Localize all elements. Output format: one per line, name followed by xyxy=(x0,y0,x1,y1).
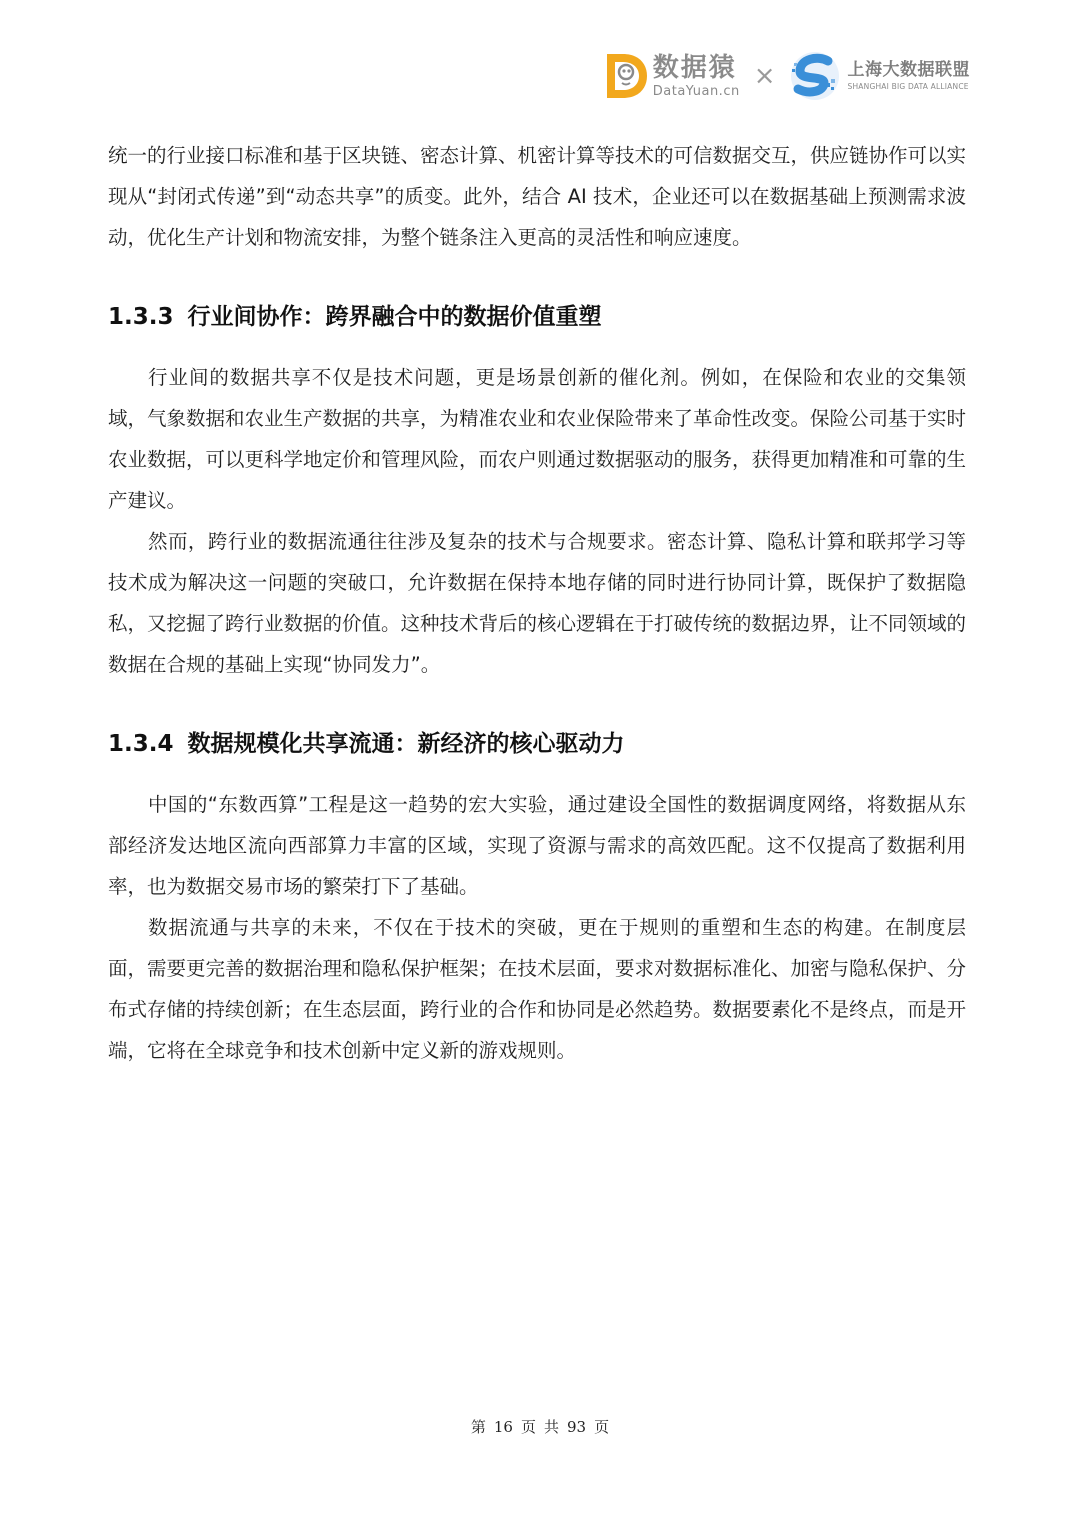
document-body xyxy=(108,135,966,1071)
section-heading-1-3-4 xyxy=(108,728,966,760)
section-1-paragraph: 行业间的数据共享不仅是技术问题，更是场景创新的催化剂。例如，在保险和农业的交集领域，气象数据和农业生产数据的共享，为精准农业和农业保险带来了革命性改变。保险公司基于实时农业数据，可以更科学地定价和管理风险，而农户则通过数据驱动的服务，获得更加精准和可靠的生产建议。 xyxy=(108,366,967,512)
section-1-paragraph: 然而，跨行业的数据流通往往涉及复杂的技术与合规要求。密态计算、隐私计算和联邦学习等技术成为解决这一问题的突破口，允许数据在保持本地存储的同时进行协同计算，既保护了数据隐私，又挖掘了跨行业数据的价值。这种技术背后的核心逻辑在于打破传统的数据边界，让不同领域的数据在合规的基础上实现“协同发力”。 xyxy=(108,530,967,676)
section-2-paragraph: 中国的“东数西算”工程是这一趋势的宏大实验，通过建设全国性的数据调度网络，将数据从东部经济发达地区流向西部算力丰富的区域，实现了资源与需求的高效匹配。这不仅提高了数据利用率，也为数据交易市场的繁荣打下了基础。 xyxy=(108,793,966,898)
section-title: 数据规模化共享流通：新经济的核心驱动力 xyxy=(187,731,625,757)
section-heading-1-3-3 xyxy=(108,301,966,333)
logo-separator: × xyxy=(753,61,776,91)
section-title: 行业间协作：跨界融合中的数据价值重塑 xyxy=(187,304,602,330)
sbda-mark-icon xyxy=(788,49,842,103)
datayuan-name-en: DataYuan.cn xyxy=(652,83,740,99)
section-number: 1.3.3 xyxy=(108,304,174,330)
footer-label-ye: 页 xyxy=(520,1418,536,1436)
footer-label-gong: 共 xyxy=(544,1418,560,1436)
shanghai-big-data-alliance-logo xyxy=(788,49,971,103)
section-number: 1.3.4 xyxy=(108,731,174,757)
sbda-name-cn: 上海大数据联盟 xyxy=(847,59,970,80)
intro-paragraph: 统一的行业接口标准和基于区块链、密态计算、机密计算等技术的可信数据交互，供应链协作可以实现从“封闭式传递”到“动态共享”的质变。此外，结合 AI 技术，企业还可以在数据基础上预测需求波动，优化生产计划和物流安排，为整个链条注入更高的灵活性和响应速度。 xyxy=(108,144,967,249)
footer-label-di: 第 xyxy=(470,1418,486,1436)
datayuan-mark-icon xyxy=(601,50,649,102)
page-header xyxy=(601,48,970,104)
total-page-count: 93 xyxy=(567,1418,587,1436)
datayuan-name-cn: 数据猿 xyxy=(652,52,737,83)
current-page-number: 16 xyxy=(493,1418,513,1436)
page-footer xyxy=(0,1416,1080,1437)
footer-label-ye: 页 xyxy=(594,1418,610,1436)
section-2-paragraph: 数据流通与共享的未来，不仅在于技术的突破，更在于规则的重塑和生态的构建。在制度层面，需要更完善的数据治理和隐私保护框架；在技术层面，要求对数据标准化、加密与隐私保护、分布式存储的持续创新；在生态层面，跨行业的合作和协同是必然趋势。数据要素化不是终点，而是开端，它将在全球竞争和技术创新中定义新的游戏规则。 xyxy=(108,916,967,1062)
datayuan-logo xyxy=(601,50,740,102)
sbda-name-en: SHANGHAI BIG DATA ALLIANCE xyxy=(847,81,969,91)
